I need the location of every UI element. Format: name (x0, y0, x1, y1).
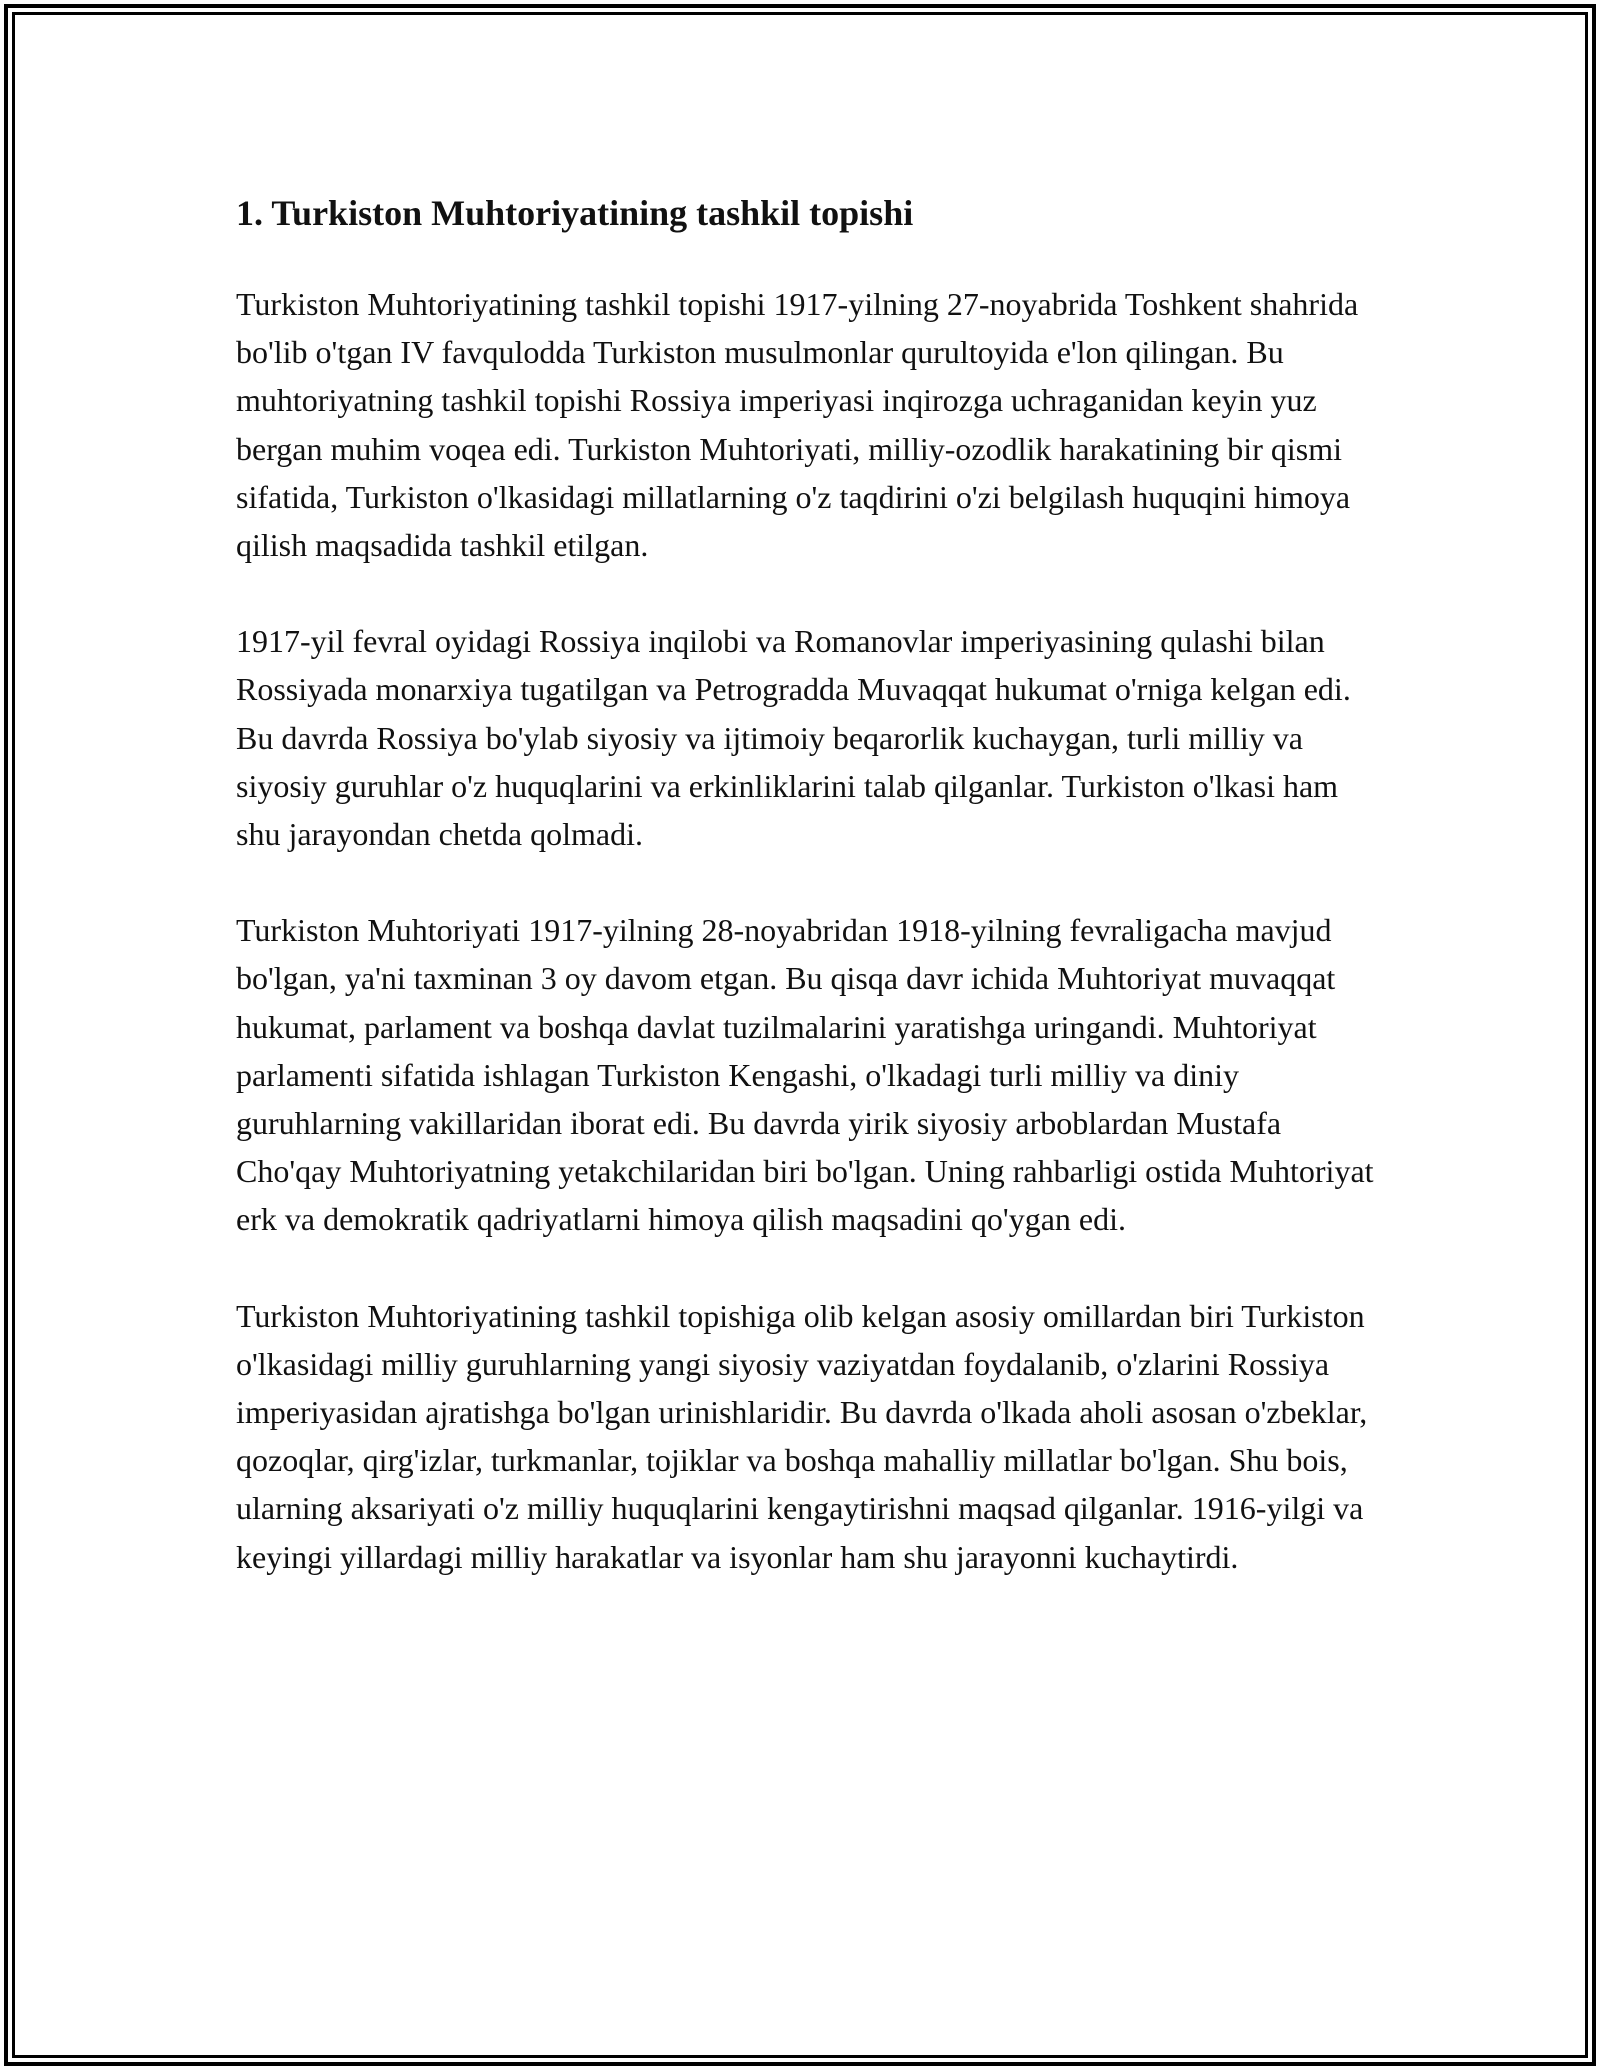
section-title: 1. Turkiston Muhtoriyatining tashkil topishi (236, 193, 914, 233)
paragraph-4: Turkiston Muhtoriyatining tashkil topishiga olib kelgan asosiy omillardan biri Turkiston o'lkasidagi milliy guruhlarning yangi siyosiy vaziyatdan foydalanib, o'zlarini Rossiya imperiyasidan ajratishga bo'lgan urinishlaridir. Bu davrda o'lkada aholi asosan o'zbeklar, qozoqlar, qirg'izlar, turkmanlar, tojiklar va boshqa mahalliy millatlar bo'lgan. Shu bois, ularning aksariyati o'z milliy huquqlarini kengaytirishni maqsad qilganlar. 1916-yilgi va keyingi yillardagi milliy harakatlar va isyonlar ham shu jarayonni kuchaytirdi. (236, 1297, 1368, 1575)
document-body (236, 180, 1376, 1629)
paragraph-3: Turkiston Muhtoriyati 1917-yilning 28-noyabridan 1918-yilning fevraligacha mavjud bo'lgan, ya'ni taxminan 3 oy davom etgan. Bu qisqa davr ichida Muhtoriyat muvaqqat hukumat, parlament va boshqa davlat tuzilmalarini yaratishga uringandi. Muhtoriyat parlamenti sifatida ishlagan Turkiston Kengashi, o'lkadagi turli milliy va diniy guruhlarning vakillaridan iborat edi. Bu davrda yirik siyosiy arboblardan Mustafa Cho'qay Muhtoriyatning yetakchilaridan biri bo'lgan. Uning rahbarligi ostida Muhtoriyat erk va demokratik qadriyatlarni himoya qilish maqsadini qo'ygan edi. (236, 912, 1374, 1238)
paragraph-1: Turkiston Muhtoriyatining tashkil topishi 1917-yilning 27-noyabrida Toshkent shahrida bo'lib o'tgan IV favqulodda Turkiston musulmonlar qurultoyida e'lon qilingan. Bu muhtoriyatning tashkil topishi Rossiya imperiyasi inqirozga uchraganidan keyin yuz bergan muhim voqea edi. Turkiston Muhtoriyati, milliy-ozodlik harakatining bir qismi sifatida, Turkiston o'lkasidagi millatlarning o'z taqdirini o'zi belgilash huquqini himoya qilish maqsadida tashkil etilgan. (236, 286, 1359, 564)
paragraph-2: 1917-yil fevral oyidagi Rossiya inqilobi va Romanovlar imperiyasining qulashi bilan Rossiyada monarxiya tugatilgan va Petrogradda Muvaqqat hukumat o'rniga kelgan edi. Bu davrda Rossiya bo'ylab siyosiy va ijtimoiy beqarorlik kuchaygan, turli milliy va siyosiy guruhlar o'z huquqlarini va erkinliklarini talab qilganlar. Turkiston o'lkasi ham shu jarayondan chetda qolmadi. (236, 623, 1351, 853)
